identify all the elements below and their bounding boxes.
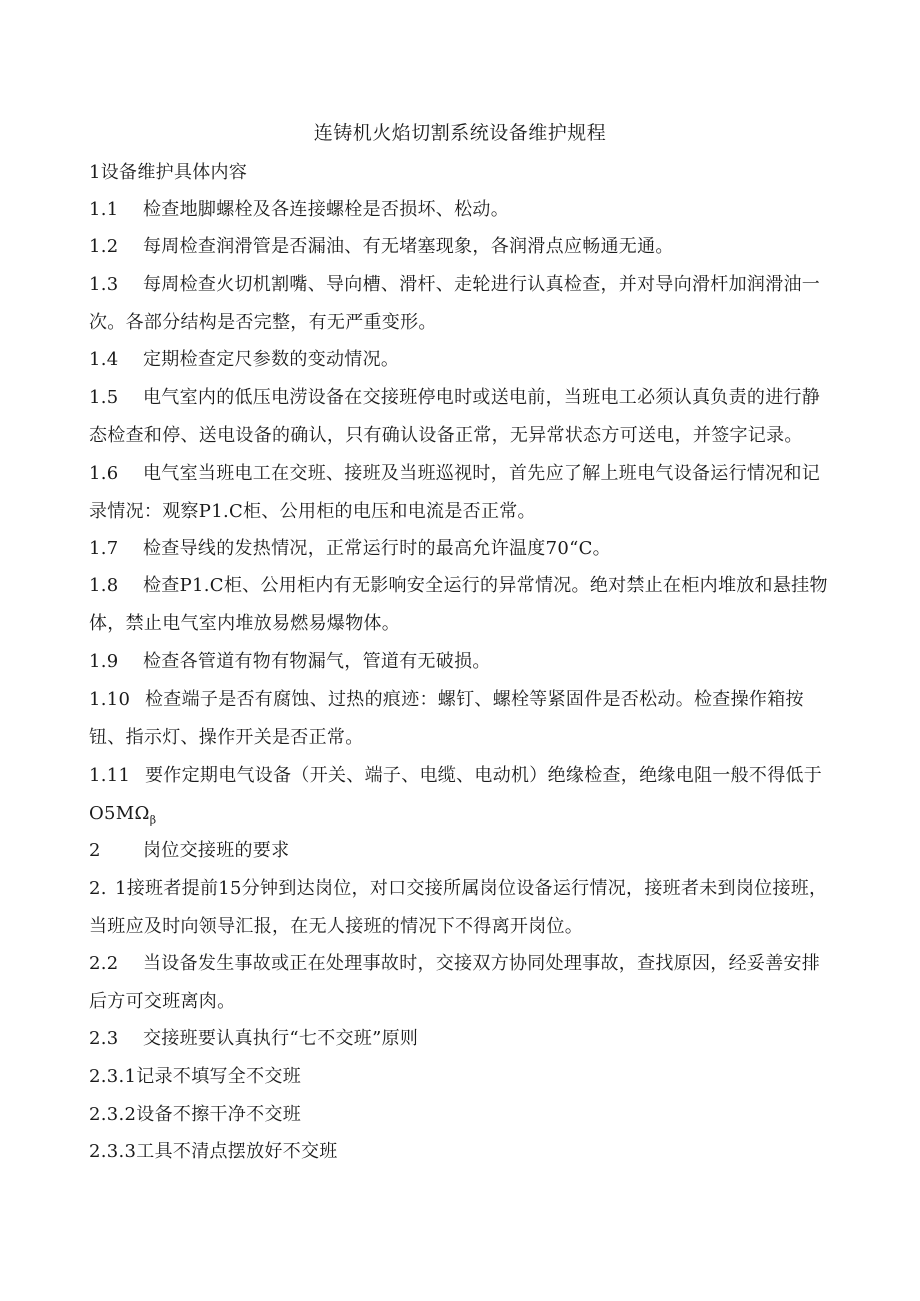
clause-text: 2.3.3工具不清点摆放好不交班	[89, 1141, 338, 1162]
clause-text: 交接班要认真执行“七不交班”原则	[143, 1028, 419, 1049]
clause-text: 检查端子是否有腐蚀、过热的痕迹：螺钉、螺栓等紧固件是否松动。检查操作箱按	[145, 689, 804, 710]
clause-text-continued: 次。各部分结构是否完整，有无严重变形。	[89, 311, 437, 333]
clause-text: 检查各管道有物有物漏气，管道有无破损。	[143, 651, 491, 672]
clause-number: 1.8	[89, 575, 119, 596]
clause-1-4	[89, 341, 889, 379]
clause-number: 1.11	[89, 765, 131, 786]
clause-text-continued: 体，禁止电气室内堆放易燃易爆物体。	[89, 612, 401, 634]
resistance-value: O5MΩ	[89, 802, 150, 824]
clause-text: 1接班者提前15分钟到达岗位，对口交接所属岗位设备运行情况，接班者未到岗位接班，	[115, 878, 828, 899]
clause-1-9	[89, 643, 889, 681]
clause-1-8	[89, 567, 889, 642]
document-title: 连铸机火焰切割系统设备维护规程	[313, 122, 607, 144]
clause-text-continued: 态检查和停、送电设备的确认，只有确认设备正常，无异常状态方可送电，并签字记录。	[89, 424, 803, 446]
clause-number: 2.	[89, 878, 107, 899]
clause-1-1	[89, 191, 889, 229]
clause-text: 检查P1.C柜、公用柜内有无影响安全运行的异常情况。绝对禁止在柜内堆放和悬挂物	[143, 575, 828, 596]
clause-number: 1.4	[89, 349, 119, 370]
clause-text: 电气室当班电工在交班、接班及当班巡视时，首先应了解上班电气设备运行情况和记	[143, 463, 821, 484]
clause-1-11	[89, 757, 889, 839]
clause-2-2	[89, 945, 889, 1020]
clause-text: 每周检查润滑管是否漏油、有无堵塞现象，各润滑点应畅通无通。	[143, 236, 674, 257]
clause-1-10	[89, 681, 889, 756]
clause-2-3	[89, 1020, 889, 1058]
clause-number: 1.1	[89, 199, 119, 220]
clause-text: 每周检查火切机割嘴、导向槽、滑杆、走轮进行认真检查，并对导向滑杆加润滑油一	[143, 274, 821, 295]
clause-text: 定期检查定尺参数的变动情况。	[143, 349, 400, 370]
clause-number: 2.3	[89, 1028, 119, 1049]
clause-text-continued: 当班应及时向领导汇报，在无人接班的情况下不得离开岗位。	[89, 915, 584, 937]
clause-number: 2.2	[89, 953, 119, 974]
clause-text-continued: 录情况：观察P1.C柜、公用柜的电压和电流是否正常。	[89, 500, 536, 522]
resistance-subscript: β	[149, 813, 157, 827]
clause-text: 检查地脚螺栓及各连接螺栓是否损坏、松动。	[143, 199, 509, 220]
clause-1-5	[89, 379, 889, 454]
clause-number: 1.7	[89, 538, 119, 559]
clause-text-continued: 后方可交班离肉。	[89, 990, 236, 1012]
clause-number: 1.5	[89, 387, 119, 408]
section-2	[89, 832, 889, 870]
clause-text: 要作定期电气设备（开关、端子、电缆、电动机）绝缘检查，绝缘电阻一般不得低于	[145, 765, 823, 786]
clause-2-3-2	[89, 1096, 889, 1134]
clause-2-3-3	[89, 1133, 889, 1171]
clause-1-6	[89, 455, 889, 530]
clause-text: 2.3.1记录不填写全不交班	[89, 1066, 301, 1087]
clause-number: 1.6	[89, 463, 119, 484]
clause-text: 电气室内的低压电涝设备在交接班停电时或送电前，当班电工必须认真负责的进行静	[143, 387, 821, 408]
heading-text: 1设备维护具体内容	[89, 162, 248, 183]
clause-text: 2.3.2设备不擦干净不交班	[89, 1104, 301, 1125]
clause-2-1	[89, 870, 889, 945]
clause-text-continued: 钮、指示灯、操作开关是否正常。	[89, 726, 364, 748]
clause-text: 当设备发生事故或正在处理事故时，交接双方协同处理事故，查找原因，经妥善安排	[143, 953, 821, 974]
clause-number: 1.2	[89, 236, 119, 257]
clause-number: 1.10	[89, 689, 131, 710]
clause-text: 检查导线的发热情况，正常运行时的最高允许温度70“C。	[143, 538, 611, 559]
section-heading-1	[89, 154, 889, 192]
section-number: 2	[89, 840, 101, 861]
clause-2-3-1	[89, 1058, 889, 1096]
clause-1-2	[89, 228, 889, 266]
section-text: 岗位交接班的要求	[143, 840, 290, 861]
clause-number: 1.9	[89, 651, 119, 672]
clause-1-7	[89, 530, 889, 568]
clause-number: 1.3	[89, 274, 119, 295]
clause-1-3	[89, 266, 889, 341]
